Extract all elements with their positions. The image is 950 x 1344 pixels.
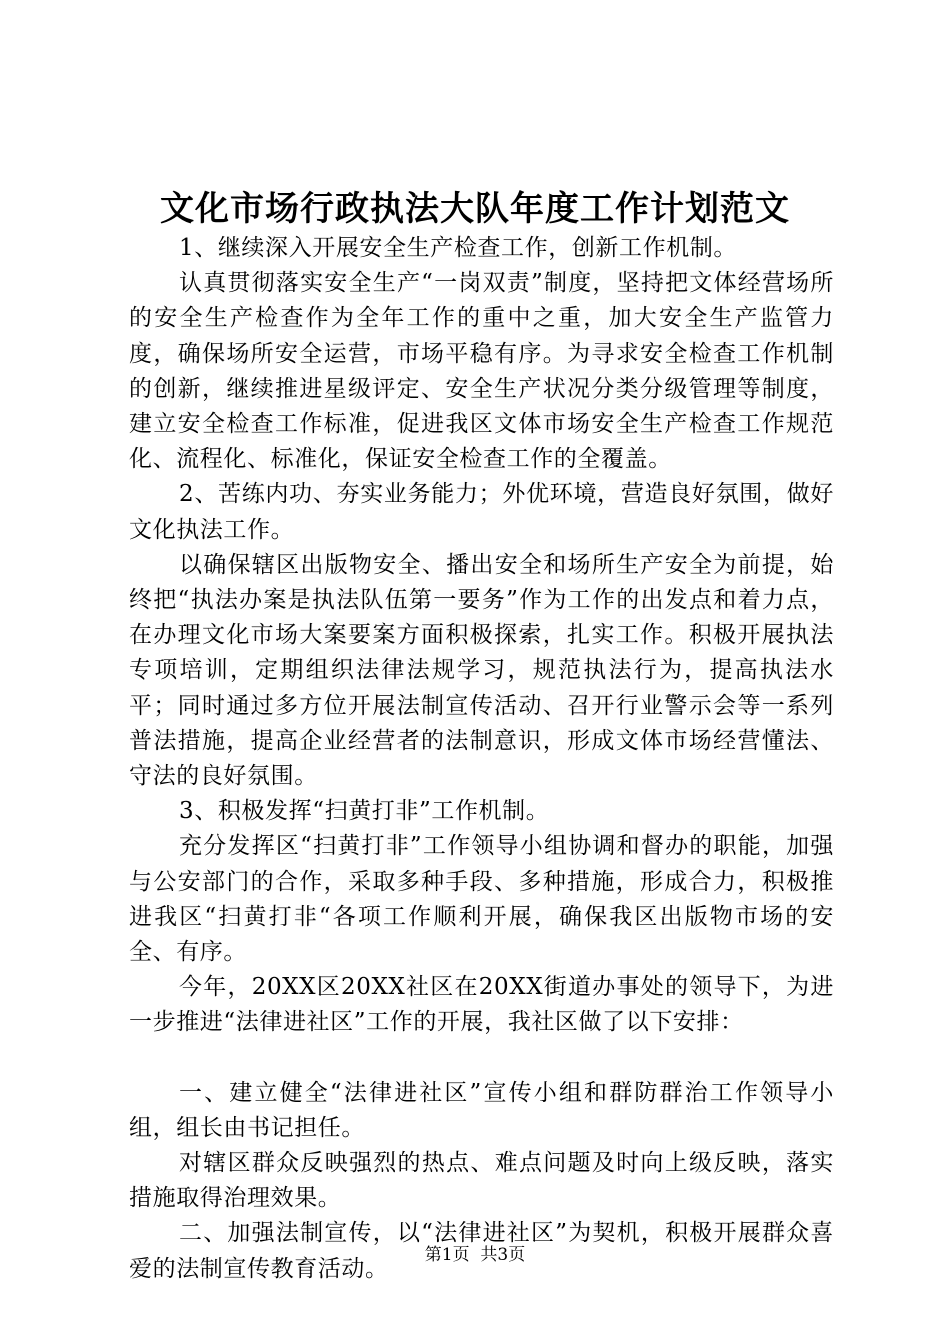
blank-line bbox=[129, 1041, 834, 1076]
document-body bbox=[129, 231, 834, 1287]
paragraph-10: 二、加强法制宣传，以“法律进社区”为契机，积极开展群众喜爱的法制宣传教育活动。 bbox=[129, 1220, 834, 1282]
document-title: 文化市场行政执法大队年度工作计划范文 bbox=[160, 189, 790, 229]
paragraph-2: 认真贯彻落实安全生产“一岗双责”制度，坚持把文体经营场所的安全生产检查作为全年工作的重中之重，加大安全生产监管力度，确保场所安全运营，市场平稳有序。为寻求安全检查工作机制的创新，继续推进星级评定、安全生产状况分类分级管理等制度，建立安全检查工作标准，促进我区文体市场安全生产检查工作规范化、流程化、标准化，保证安全检查工作的全覆盖。 bbox=[129, 270, 834, 473]
paragraph-7: 今年，20XX区20XX社区在20XX街道办事处的领导下，为进一步推进“法律进社区”工作的开展，我社区做了以下安排： bbox=[129, 974, 834, 1036]
paragraph-5: 3、积极发挥“扫黄打非”工作机制。 bbox=[179, 798, 550, 825]
page-footer: 第1页 共3页 bbox=[424, 1245, 526, 1265]
paragraph-3: 2、苦练内功、夯实业务能力；外优环境，营造良好氛围，做好文化执法工作。 bbox=[129, 481, 834, 543]
paragraph-6: 充分发挥区“扫黄打非”工作领导小组协调和督办的职能，加强与公安部门的合作，采取多种手段、多种措施，形成合力，积极推进我区“扫黄打非“各项工作顺利开展，确保我区出版物市场的安全、有序。 bbox=[129, 833, 834, 966]
paragraph-4: 以确保辖区出版物安全、播出安全和场所生产安全为前提，始终把“执法办案是执法队伍第一要务”作为工作的出发点和着力点，在办理文化市场大案要案方面积极探索，扎实工作。积极开展执法专项培训，定期组织法律法规学习，规范执法行为，提高执法水平；同时通过多方位开展法制宣传活动、召开行业警示会等一系列普法措施，提高企业经营者的法制意识，形成文体市场经营懂法、守法的良好氛围。 bbox=[129, 551, 834, 790]
paragraph-9: 对辖区群众反映强烈的热点、难点问题及时向上级反映，落实措施取得治理效果。 bbox=[129, 1150, 834, 1212]
paragraph-8: 一、建立健全“法律进社区”宣传小组和群防群治工作领导小组，组长由书记担任。 bbox=[129, 1079, 834, 1141]
paragraph-1: 1、继续深入开展安全生产检查工作，创新工作机制。 bbox=[179, 235, 738, 261]
